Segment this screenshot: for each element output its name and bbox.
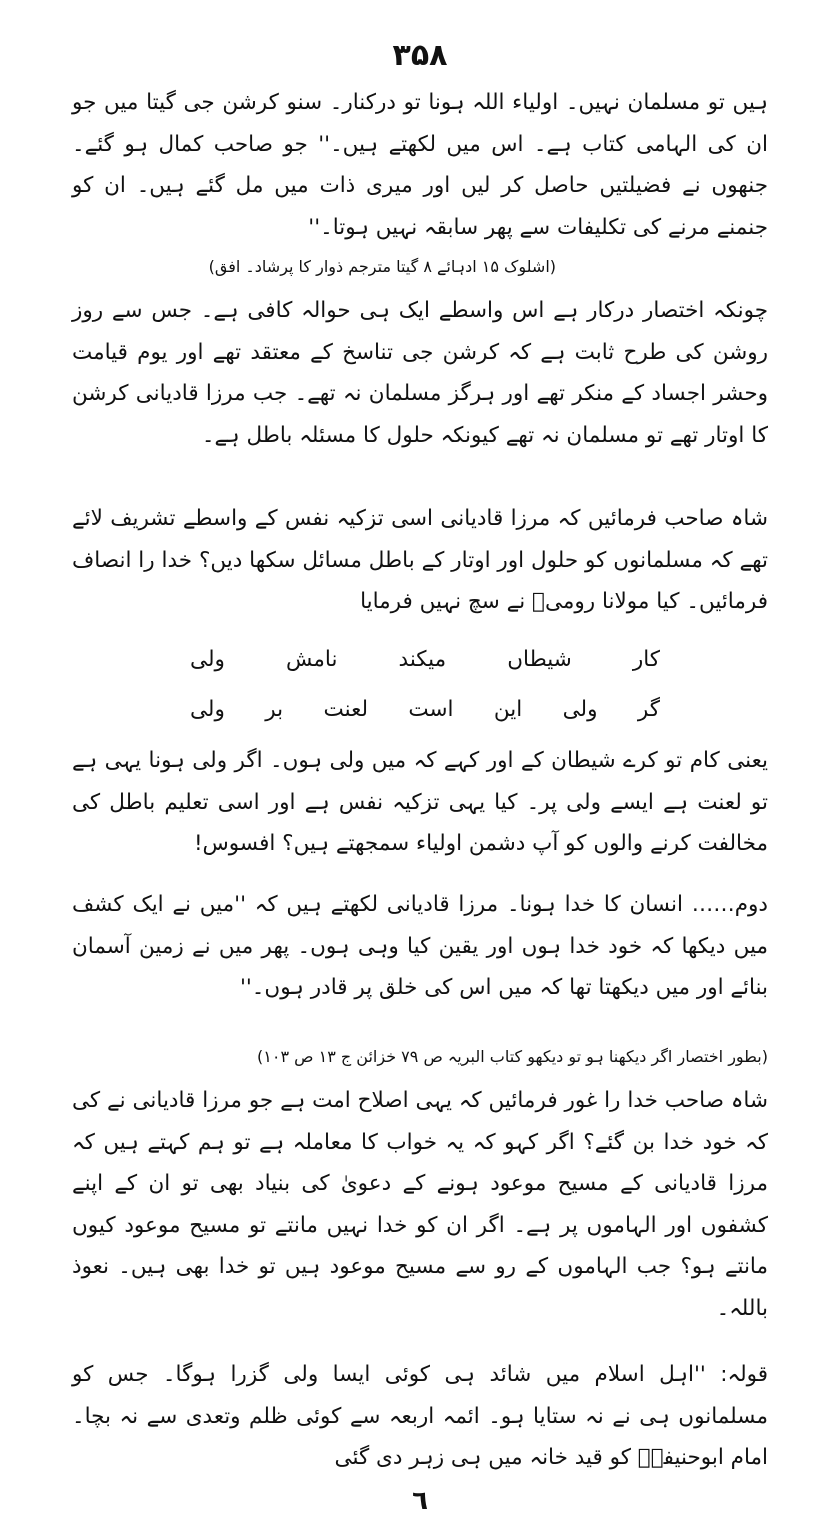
verse-line-2 bbox=[190, 690, 660, 730]
citation-gita: (اشلوک ۱۵ ادہائے ۸ گیتا مترجم ذوار کا پرشاد۔ افق) bbox=[208, 257, 556, 276]
verse-word: ولی bbox=[190, 647, 225, 672]
verse-line-1 bbox=[190, 640, 660, 680]
verse-word: ولی bbox=[190, 697, 225, 722]
footer-signature-mark: ٦ bbox=[412, 1486, 428, 1516]
paragraph-qaulahu: قولہ: ''اہل اسلام میں شائد ہی کوئی ایسا ولی گزرا ہوگا۔ جس کو مسلمانوں ہی نے نہ ستایا ہو۔ ائمہ اربعہ سے کوئی ظلم وتعدی سے نہ بچا۔ امام ابوحنیفہؒ کو قید خانہ میں ہی زہر دی گئی bbox=[72, 1362, 768, 1470]
page-number: ۳۵۸ bbox=[392, 38, 448, 73]
paragraph-shaitan-wali: یعنی کام تو کرے شیطان کے اور کہے کہ میں ولی ہوں۔ اگر ولی ہونا یہی ہے تو لعنت ہے ایسے ولی پر۔ کیا یہی تزکیہ نفس ہے اور اسی تعلیم باطل کی مخالفت کرنے والوں کو آپ دشمن اولیاء سمجھتے ہیں؟ افسوس! bbox=[72, 748, 768, 856]
verse-word: لعنت bbox=[323, 697, 369, 722]
paragraph-islah-ummat: شاہ صاحب خدا را غور فرمائیں کہ یہی اصلاح امت ہے جو مرزا قادیانی نے کی کہ خود خدا بن گئے؟ اگر کہو کہ یہ خواب کا معاملہ ہے تو ہم کہتے ہیں کہ مرزا قادیانی کے مسیح موعود ہونے کے دعویٰ کی بنیاد بھی تو ان کے اپنے کشفوں اور الہاموں پر ہے۔ اگر ان کو خدا نہیں مانتے تو مسیح موعود کیوں مانتے ہو؟ جب الہاموں کے رو سے مسیح موعود ہیں تو خدا بھی ہیں۔ نعوذ باللہ۔ bbox=[72, 1088, 768, 1321]
verse-word: گر bbox=[637, 697, 660, 722]
paragraph-insan-khuda: دوم…… انسان کا خدا ہونا۔ مرزا قادیانی لکھتے ہیں کہ ''میں نے ایک کشف میں دیکھا کہ خود خدا ہوں اور یقین کیا وہی ہوں۔ پھر میں نے زمین آسمان بنائے اور میں دیکھتا تھا کہ میں اس کی خلق پر قادر ہوں۔'' bbox=[72, 892, 768, 1000]
verse-word: این bbox=[493, 697, 523, 722]
paragraph-hulool: چونکہ اختصار درکار ہے اس واسطے ایک ہی حوالہ کافی ہے۔ جس سے روز روشن کی طرح ثابت ہے کہ کرشن جی تناسخ کے معتقد تھے اور یوم قیامت وحشر اجساد کے منکر تھے اور ہرگز مسلمان نہ تھے۔ جب مرزا قادیانی کرشن کا اوتار تھے تو مسلمان نہ تھے کیونکہ حلول کا مسئلہ باطل ہے۔ bbox=[72, 298, 768, 448]
verse-word: است bbox=[408, 697, 454, 722]
citation-barriyah: (بطور اختصار اگر دیکھنا ہو تو دیکھو کتاب البریہ ص ۷۹ خزائن ج ۱۳ ص ۱۰۳) bbox=[257, 1047, 768, 1066]
verse-word: کار bbox=[632, 647, 660, 672]
verse-word: شیطاں bbox=[507, 647, 572, 672]
paragraph-tazkiya: شاہ صاحب فرمائیں کہ مرزا قادیانی اسی تزکیہ نفس کے واسطے تشریف لائے تھے کہ مسلمانوں کو حلول اور اوتار کے باطل مسائل سکھا دیں؟ خدا را انصاف فرمائیں۔ کیا مولانا رومیؒ نے سچ نہیں فرمایا bbox=[72, 506, 768, 614]
verse-word: بر bbox=[265, 697, 284, 722]
verse-word: نامش bbox=[285, 647, 338, 672]
verse-word: میکند bbox=[398, 647, 447, 672]
paragraph-krishan-gita: ہیں تو مسلمان نہیں۔ اولیاء اللہ ہونا تو درکنار۔ سنو کرشن جی گیتا میں جو ان کی الہامی کتاب ہے۔ اس میں لکھتے ہیں۔'' جو صاحب کمال ہو گئے۔ جنھوں نے فضیلتیں حاصل کر لیں اور میری ذات میں مل گئے ہیں۔ ان کو جنمنے مرنے کی تکلیفات سے پھر سابقہ نہیں ہوتا۔'' bbox=[72, 90, 768, 240]
verse-word: ولی bbox=[562, 697, 598, 722]
